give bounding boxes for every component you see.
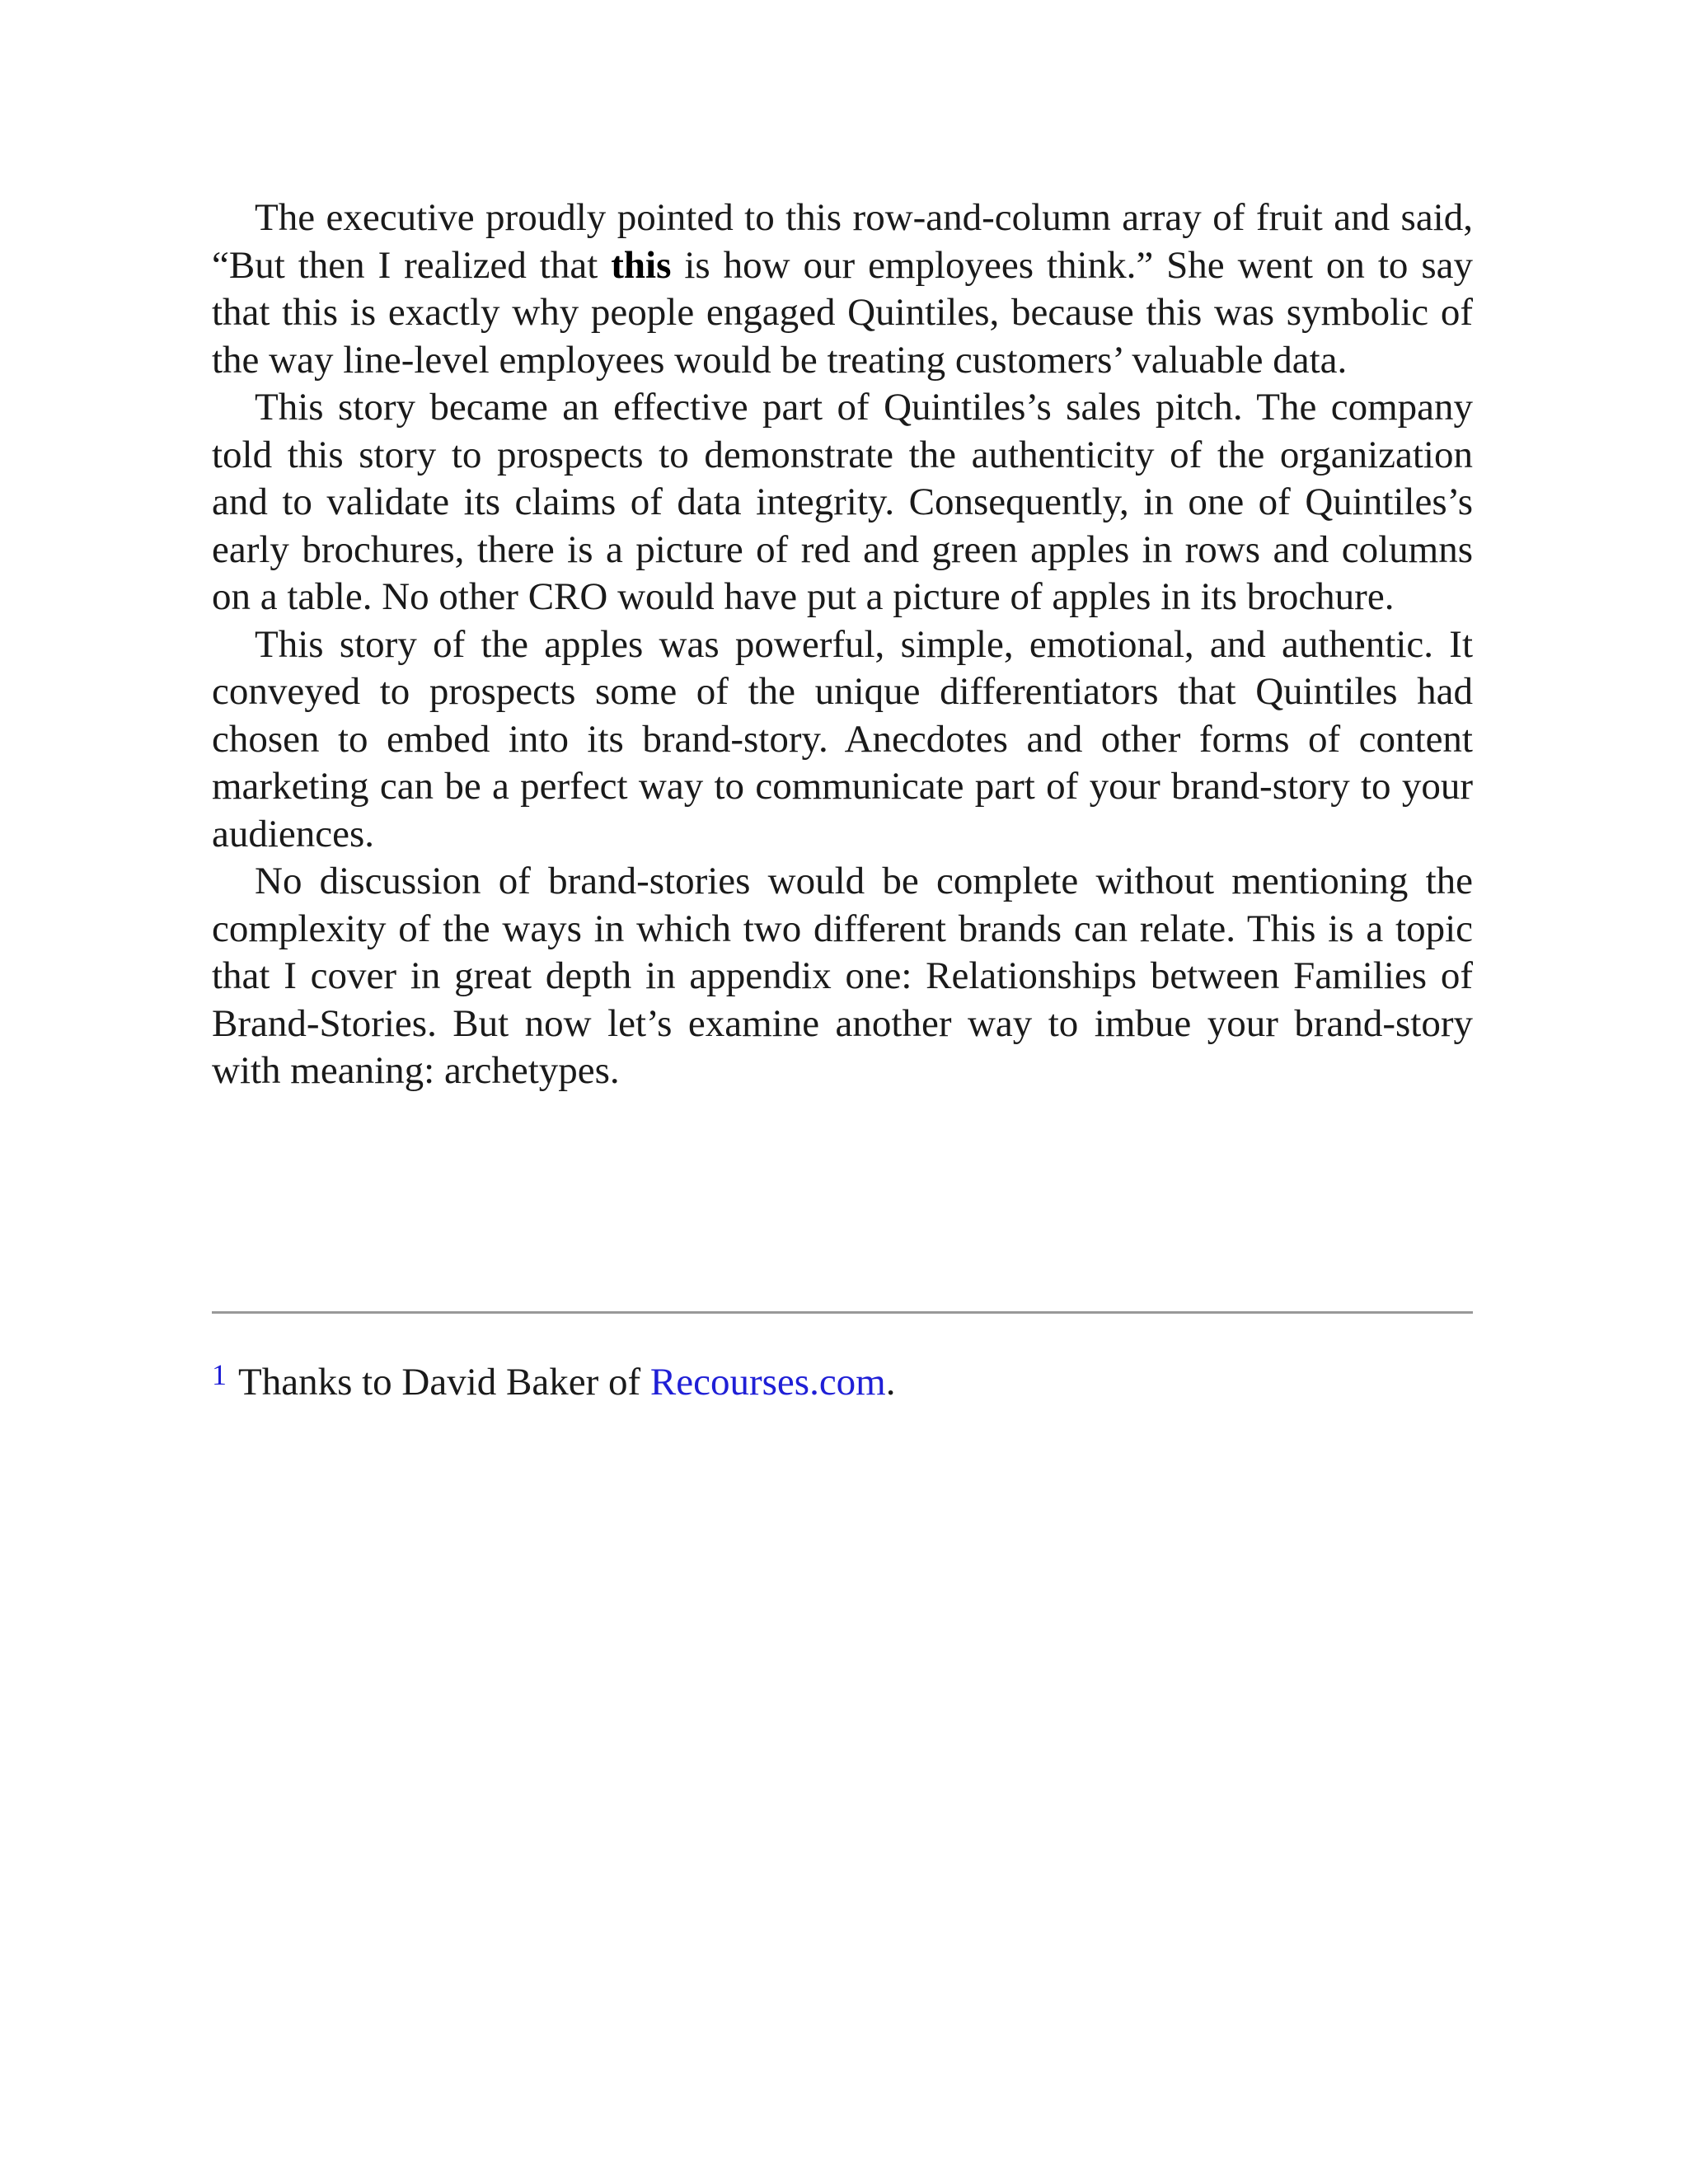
footnote-divider — [212, 1311, 1473, 1314]
paragraph-1 — [212, 194, 1473, 384]
footnote — [212, 1352, 1473, 1406]
footnote-text: Thanks to David Baker of — [238, 1361, 650, 1404]
footnote-trailing: . — [885, 1361, 896, 1404]
paragraph-1-text-before: The executive proudly pointed to this row-and-column array of fruit and said, “But then I realized that — [212, 196, 1473, 287]
body-text — [212, 194, 1473, 1095]
paragraph-1-text-after: is how our employees think.” She went on to say that this is exactly why people engaged Quintiles, because this was symbolic of the way line-level employees would be treating customers’ valuable data. — [212, 243, 1473, 382]
paragraph-3: This story of the apples was powerful, simple, emotional, and authentic. It conveyed to prospects some of the unique differentiators that Quintiles had chosen to embed into its brand-story. Anecdotes and other forms of content marketing can be a perfect way to communicate part of your brand-story to your audiences. — [212, 622, 1473, 855]
footnote-link[interactable]: Recourses.com — [649, 1361, 886, 1404]
paragraph-4: No discussion of brand-stories would be complete without mentioning the complexity of the ways in which two different brands can relate. This is a topic that I cover in great depth in appendix one: Relationships between Families of Brand-Stories. But now let’s examine another way to imbue your brand-story with meaning: archetypes. — [212, 860, 1473, 1092]
footnote-marker[interactable]: 1 — [212, 1358, 227, 1391]
paragraph-2: This story became an effective part of Quintiles’s sales pitch. The company told this story to prospects to demonstrate the authenticity of the organization and to validate its claims of data integrity. Consequently, in one of Quintiles’s early brochures, there is a picture of red and green apples in rows and columns on a table. No other CRO would have put a picture of apples in its brochure. — [212, 386, 1473, 618]
paragraph-1-bold-word: this — [611, 243, 672, 287]
